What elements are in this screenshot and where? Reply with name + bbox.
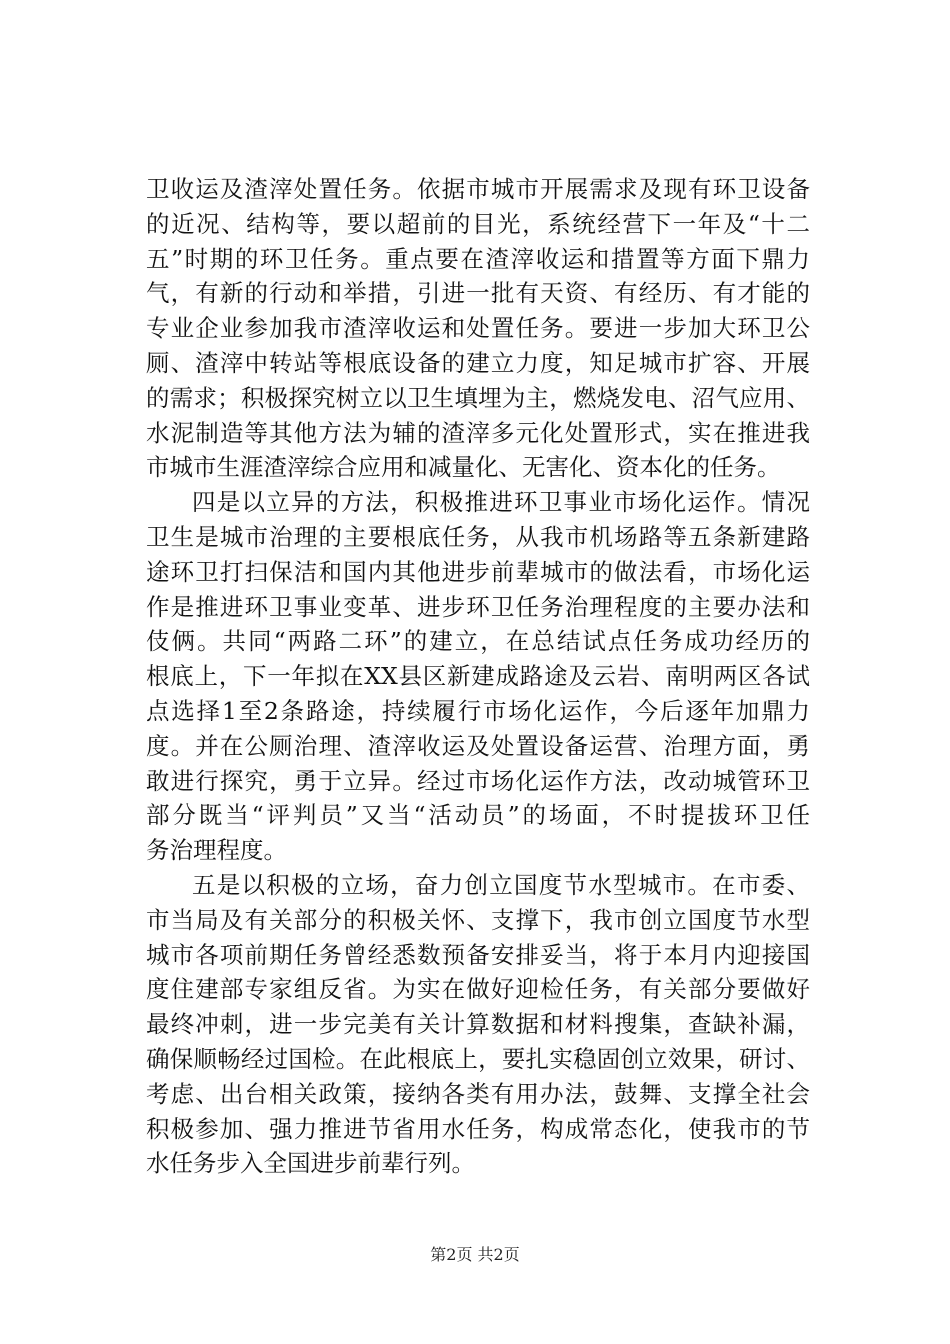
text-line: 卫收运及渣滓处置任务。依据市城市开展需求及现有环卫设备: [146, 175, 810, 203]
text-line: 积极参加、强力推进节省用水任务，构成常态化，使我市的节: [146, 1114, 810, 1143]
text-line: 务治理程度。: [146, 836, 287, 865]
text-line: 途环卫打扫保洁和国内其他进步前辈城市的做法看，市场化运: [146, 557, 810, 586]
text-line: 敢进行探究，勇于立异。经过市场化运作方法，改动城管环卫: [146, 766, 810, 795]
text-line: 点选择1至2条路途，持续履行市场化运作，今后逐年加鼎力: [146, 696, 810, 725]
paragraph-start-line: 四是以立异的方法，积极推进环卫事业市场化运作。情况: [192, 488, 810, 517]
text-line: 度住建部专家组反省。为实在做好迎检任务，有关部分要做好: [146, 975, 810, 1004]
text-line: 伎俩。共同“两路二环”的建立，在总结试点任务成功经历的: [146, 627, 810, 656]
text-line: 作是推进环卫事业变革、进步环卫任务治理程度的主要办法和: [146, 592, 810, 621]
paragraph-start-line: 五是以积极的立场，奋力创立国度节水型城市。在市委、: [192, 870, 810, 899]
text-line: 厕、渣滓中转站等根底设备的建立力度，知足城市扩容、开展: [146, 348, 810, 377]
text-line: 五”时期的环卫任务。重点要在渣滓收运和措置等方面下鼎力: [146, 244, 810, 273]
text-line: 城市各项前期任务曾经悉数预备安排妥当，将于本月内迎接国: [146, 940, 810, 969]
text-line: 度。并在公厕治理、渣滓收运及处置设备运营、治理方面，勇: [146, 731, 810, 760]
document-body: [146, 172, 810, 1181]
text-line: 水任务步入全国进步前辈行列。: [146, 1149, 475, 1178]
text-line: 专业企业参加我市渣滓收运和处置任务。要进一步加大环卫公: [146, 314, 810, 343]
page-number-footer: 第2页 共2页: [430, 1245, 520, 1264]
text-line: 确保顺畅经过国检。在此根底上，要扎实稳固创立效果，研讨、: [146, 1044, 810, 1073]
text-line: 部分既当“评判员”又当“活动员”的场面，不时提拔环卫任: [146, 801, 810, 830]
text-line: 卫生是城市治理的主要根底任务，从我市机场路等五条新建路: [146, 522, 810, 551]
text-line: 考虑、出台相关政策，接纳各类有用办法，鼓舞、支撑全社会: [146, 1079, 810, 1108]
text-line: 水泥制造等其他方法为辅的渣滓多元化处置形式，实在推进我: [146, 418, 810, 447]
text-line: 最终冲刺，进一步完美有关计算数据和材料搜集，查缺补漏，: [146, 1010, 810, 1039]
text-line: 市当局及有关部分的积极关怀、支撑下，我市创立国度节水型: [146, 905, 810, 934]
text-line: 的需求；积极探究树立以卫生填埋为主，燃烧发电、沼气应用、: [146, 383, 810, 412]
text-line: 的近况、结构等，要以超前的目光，系统经营下一年及“十二: [146, 209, 810, 238]
text-line: 市城市生涯渣滓综合应用和减量化、无害化、资本化的任务。: [146, 453, 781, 482]
text-line: 气，有新的行动和举措，引进一批有天资、有经历、有才能的: [146, 279, 810, 308]
text-line: 根底上，下一年拟在XX县区新建成路途及云岩、南明两区各试: [146, 662, 810, 691]
